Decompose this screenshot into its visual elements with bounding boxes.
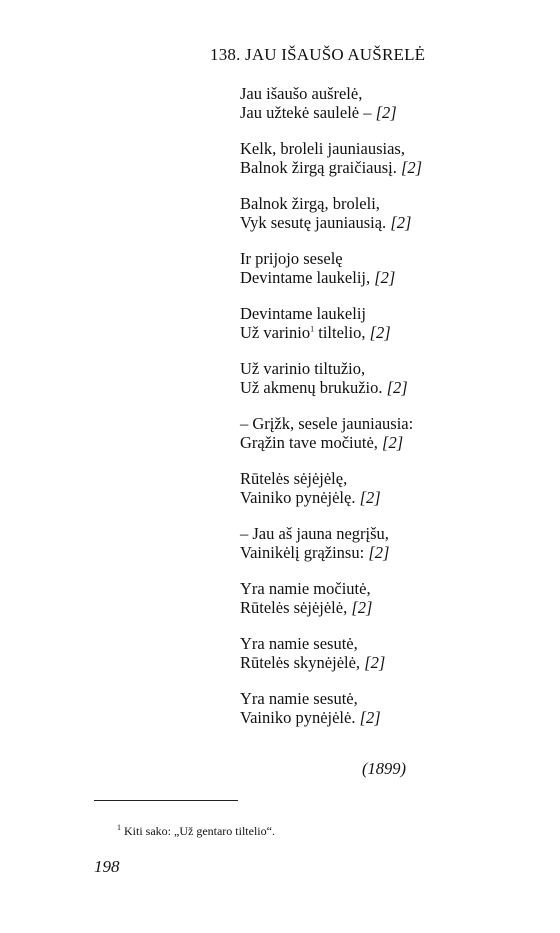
- verse-text: Vainiko pynėjėlė.: [240, 708, 356, 727]
- verse-line: [240, 323, 540, 342]
- stanza: [240, 689, 540, 727]
- verse-line: [240, 213, 540, 232]
- stanza: [240, 579, 540, 617]
- repeat-marker: [2]: [351, 598, 373, 617]
- verse-text: Balnok žirgą graičiausį.: [240, 158, 397, 177]
- verse-line: [240, 158, 540, 177]
- verse-text: Vainiko pynėjėlę.: [240, 488, 356, 507]
- verse-line: Balnok žirgą, broleli,: [240, 194, 380, 213]
- repeat-marker: [2]: [382, 433, 404, 452]
- stanza: [240, 194, 540, 232]
- verse-line: [240, 543, 540, 562]
- repeat-marker: [2]: [364, 653, 386, 672]
- verse-text: Devintame laukelij,: [240, 268, 371, 287]
- verse-text: tiltelio,: [314, 323, 366, 342]
- repeat-marker: [2]: [359, 708, 381, 727]
- repeat-marker: [2]: [386, 378, 408, 397]
- verse-text: Vyk sesutę jauniausią.: [240, 213, 387, 232]
- stanza: [240, 634, 540, 672]
- verse-line: Devintame laukelij: [240, 304, 366, 323]
- poem-body: [240, 84, 540, 744]
- verse-line: – Grįžk, sesele jauniausia:: [240, 414, 414, 433]
- verse-line: Yra namie močiutė,: [240, 579, 371, 598]
- stanza: [240, 414, 540, 452]
- stanza: [240, 84, 540, 122]
- verse-line: [240, 598, 540, 617]
- verse-text: Vainikėlį grąžinsu:: [240, 543, 365, 562]
- poem-title: 138. JAU IŠAUŠO AUŠRELĖ: [210, 45, 426, 64]
- page-number: 198: [94, 857, 120, 876]
- repeat-marker: [2]: [400, 158, 423, 177]
- verse-line: [240, 653, 540, 672]
- repeat-marker: [2]: [374, 268, 396, 287]
- verse-text: Rūtelės skynėjėlė,: [240, 653, 361, 672]
- repeat-marker: [2]: [359, 488, 381, 507]
- verse-line: Yra namie sesutė,: [240, 689, 358, 708]
- verse-line: Kelk, broleli jauniausias,: [240, 139, 405, 158]
- verse-text: Už varinio: [240, 323, 311, 342]
- verse-text: Grąžin tave močiutė,: [240, 433, 378, 452]
- stanza: [240, 469, 540, 507]
- year-note: (1899): [362, 759, 406, 778]
- verse-line: [240, 103, 540, 122]
- stanza: [240, 524, 540, 562]
- repeat-marker: [2]: [390, 213, 412, 232]
- stanza: [240, 304, 540, 342]
- footnote: [117, 824, 275, 839]
- footnote-reference: 1: [310, 324, 315, 334]
- verse-line: [240, 433, 540, 452]
- repeat-marker: [2]: [368, 543, 390, 562]
- verse-line: Jau išaušo aušrelė,: [240, 84, 363, 103]
- verse-line: [240, 488, 540, 507]
- verse-line: Už varinio tiltužio,: [240, 359, 366, 378]
- verse-line: Ir prijojo seselę: [240, 249, 343, 268]
- verse-text: Už akmenų brukužio.: [240, 378, 383, 397]
- verse-text: Rūtelės sėjėjėlė,: [240, 598, 348, 617]
- stanza: [240, 249, 540, 287]
- verse-line: [240, 268, 540, 287]
- footnote-marker: 1: [117, 823, 121, 832]
- verse-line: Rūtelės sėjėjėlę,: [240, 469, 348, 488]
- verse-line: Yra namie sesutė,: [240, 634, 358, 653]
- stanza: [240, 139, 540, 177]
- verse-line: [240, 378, 540, 397]
- repeat-marker: [2]: [375, 103, 397, 122]
- footnote-text: Kiti sako: „Už gentaro tiltelio“.: [121, 824, 275, 838]
- verse-line: [240, 708, 540, 727]
- footnote-divider: [94, 800, 238, 801]
- verse-text: Jau užtekė saulelė –: [240, 103, 372, 122]
- verse-line: – Jau aš jauna negrįšu,: [240, 524, 389, 543]
- stanza: [240, 359, 540, 397]
- repeat-marker: [2]: [369, 323, 391, 342]
